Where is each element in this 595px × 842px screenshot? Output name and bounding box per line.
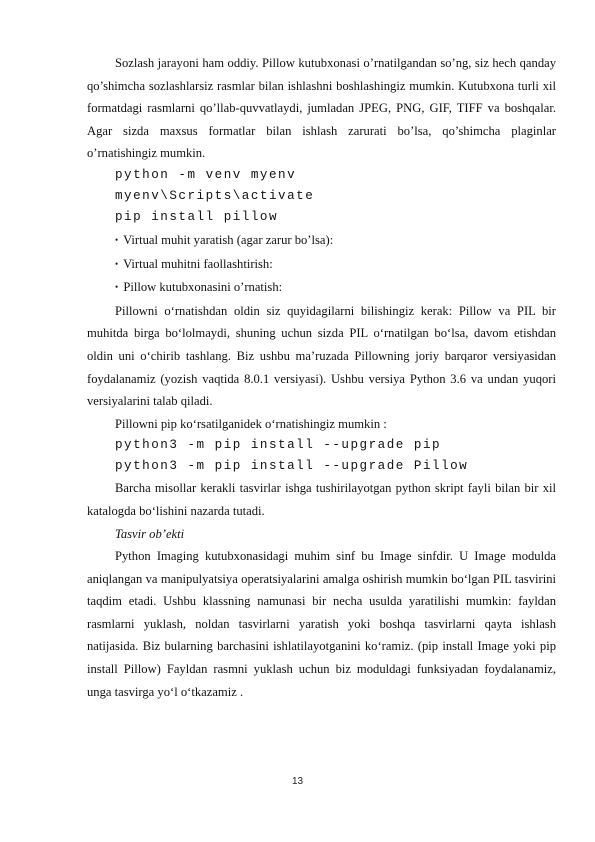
list-item xyxy=(87,253,556,277)
code-block-setup xyxy=(87,165,556,228)
bullet-icon: • xyxy=(115,258,119,269)
list-item xyxy=(87,229,556,253)
bullet-icon: • xyxy=(115,282,119,293)
bullet-list xyxy=(87,229,556,300)
list-item-text: Virtual muhitni faollashtirish: xyxy=(123,256,273,271)
list-item xyxy=(87,276,556,300)
paragraph-intro: Sozlash jarayoni ham oddiy. Pillow kutubxonasi o’rnatilgandan so’ng, siz hech qanday qo’shimcha sozlashlarsiz rasmlar bilan ishlashni boshlashingiz mumkin. Kutubxona turli xil formatdagi rasmlarni qo’llab-quvvatlaydi, jumladan JPEG, PNG, GIF, TIFF va boshqalar. Agar sizda maxsus formatlar bilan ishlash zarurati bo’lsa, qo’shimcha plaginlar o’rnatishingiz mumkin. xyxy=(87,56,556,161)
code-line-upgrade-pip: python3 -m pip install --upgrade pip xyxy=(115,438,442,453)
paragraph-image-class: Python Imaging kutubxonasidagi muhim sinf bu Image sinfdir. U Image modulda aniqlangan va manipulyatsiya operatsiyalarini amalga oshirish mumkin boʻlgan PIL tasvirini taqdim etadi. Ushbu klassning namunasi bir necha usulda yaratilishi mumkin: fayldan rasmlarni yuklash, noldan tasvirlarni yaratish yoki boshqa tasvirlarni qayta ishlash natijasida. Biz bularning barchasini ishlatilayotganini koʻramiz. (pip install Image yoki pip install Pillow) Fayldan rasmni yuklash uchun biz moduldagi funksiyadan foydalanamiz, unga tasvirga yoʻl oʻtkazamiz . xyxy=(87,549,556,699)
paragraph-scripts: Barcha misollar kerakli tasvirlar ishga tushirilayotgan python skript fayli bilan bir xil katalogda boʻlishini nazarda tutadi. xyxy=(87,481,556,518)
paragraph-pip-intro: Pillowni pip koʻrsatilganidek oʻrnatishingiz mumkin : xyxy=(115,416,387,431)
code-block-upgrade xyxy=(87,435,556,477)
list-item-text: Virtual muhit yaratish (agar zarur bo’lsa): xyxy=(123,232,334,247)
list-item-text: Pillow kutubxonasini o’rnatish: xyxy=(123,280,283,295)
paragraph-compatibility: Pillowni oʻrnatishdan oldin siz quyidagilarni bilishingiz kerak: Pillow va PIL bir muhitda birga boʻlolmaydi, shuning uchun sizda PIL oʻrnatilgan boʻlsa, davom etishdan oldin uni oʻchirib tashlang. Biz ushbu maʼruzada Pillowning joriy barqaror versiyasidan foydalanamiz (yozish vaqtida 8.0.1 versiyasi). Ushbu versiya Python 3.6 va undan yuqori versiyalarini talab qiladi. xyxy=(87,303,556,409)
section-title: Tasvir obʼekti xyxy=(115,526,185,541)
code-line-pip-install: pip install pillow xyxy=(115,209,279,224)
code-line-activate: myenv\Scripts\activate xyxy=(115,188,315,203)
code-line-upgrade-pillow: python3 -m pip install --upgrade Pillow xyxy=(115,459,469,474)
page-number: 13 xyxy=(291,776,304,787)
page-content xyxy=(87,52,556,703)
code-line-venv: python -m venv myenv xyxy=(115,167,297,182)
bullet-icon: • xyxy=(115,234,119,245)
